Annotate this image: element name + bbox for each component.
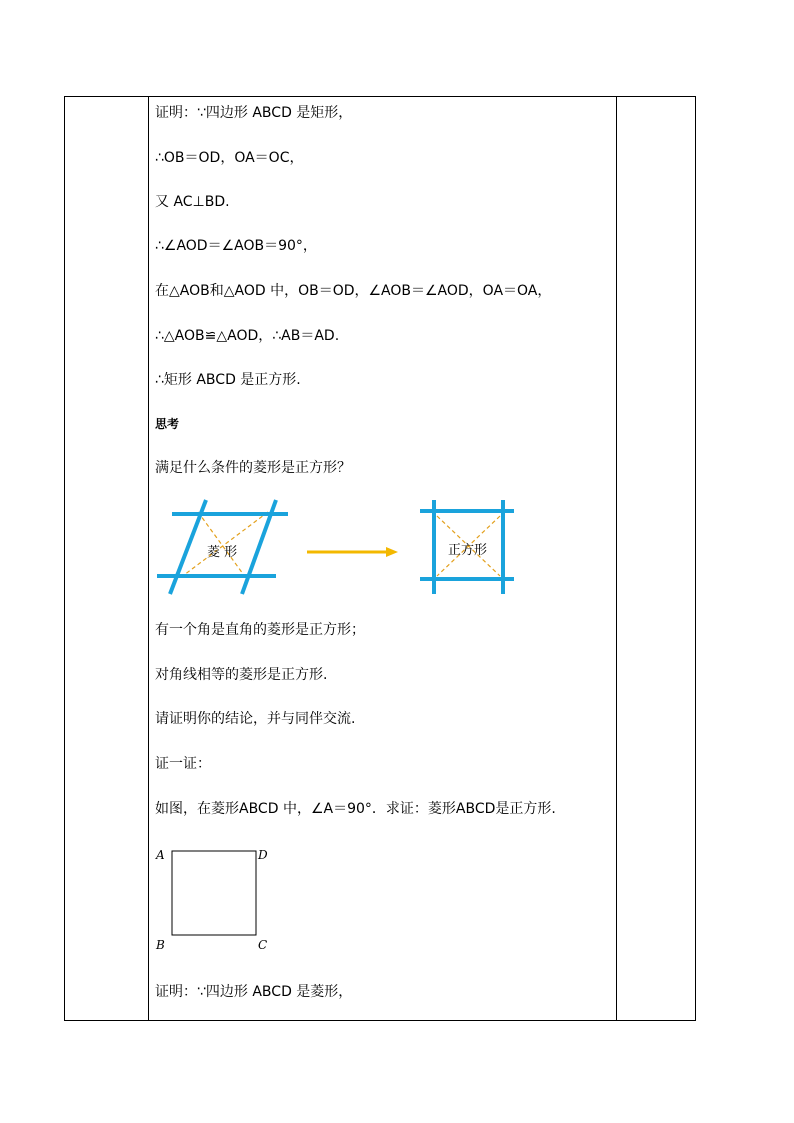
column-divider-left — [148, 97, 149, 1020]
final-proof-line: 证明：∵四边形 ABCD 是菱形， — [155, 984, 353, 1000]
rhombus-figure — [157, 500, 288, 594]
proof-line-7: ∴矩形 ABCD 是正方形. — [155, 372, 301, 388]
square-label: 正方形 — [448, 543, 488, 558]
verify-heading: 证一证： — [155, 756, 211, 772]
think-heading: 思考 — [155, 417, 180, 431]
question-text: 满足什么条件的菱形是正方形？ — [155, 460, 351, 476]
vertex-c-label: C — [258, 938, 268, 952]
proof-line-1: 证明：∵四边形 ABCD 是矩形， — [155, 105, 353, 121]
conclusion-1: 有一个角是直角的菱形是正方形； — [155, 622, 365, 638]
proof-line-3: 又 AC⊥BD. — [155, 194, 230, 210]
column-divider-right — [616, 97, 617, 1020]
conclusion-2: 对角线相等的菱形是正方形. — [155, 667, 328, 683]
rhombus-label: 菱 形 — [207, 545, 238, 560]
vertex-d-label: D — [258, 848, 268, 862]
transform-arrow — [307, 547, 398, 557]
rhombus-to-square-figure — [150, 494, 530, 604]
problem-text: 如图，在菱形ABCD 中，∠A＝90°．求证：菱形ABCD是正方形. — [155, 801, 556, 817]
proof-line-5: 在△AOB和△AOD 中，OB＝OD，∠AOB＝∠AOD，OA＝OA， — [155, 283, 552, 299]
proof-line-2: ∴OB＝OD，OA＝OC， — [155, 150, 304, 166]
square-abcd-figure — [150, 840, 280, 958]
proof-line-6: ∴△AOB≌△AOD，∴AB＝AD. — [155, 328, 340, 344]
proof-line-4: ∴∠AOD＝∠AOB＝90°， — [155, 238, 317, 254]
vertex-b-label: B — [156, 938, 165, 952]
square-abcd — [172, 851, 256, 935]
square-figure — [420, 500, 514, 594]
prompt-text: 请证明你的结论，并与同伴交流. — [155, 711, 356, 727]
vertex-a-label: A — [156, 848, 165, 862]
